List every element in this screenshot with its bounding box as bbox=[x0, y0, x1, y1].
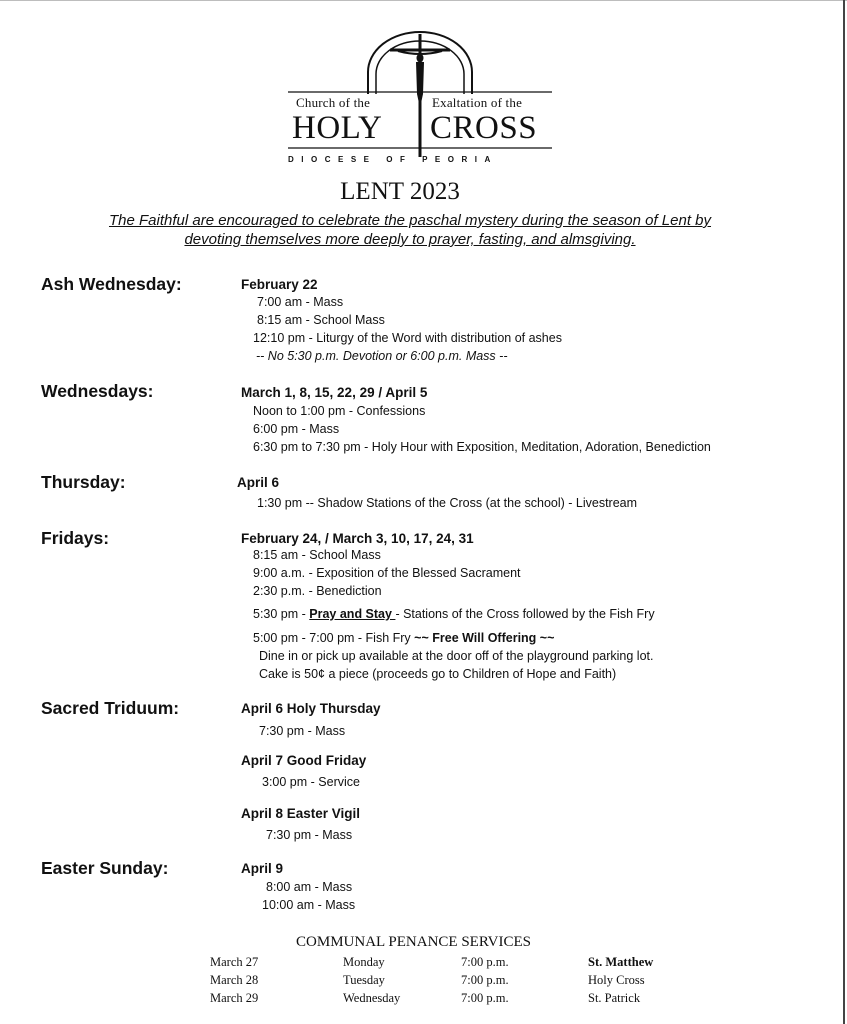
triduum-time-3: 7:30 pm - Mass bbox=[266, 828, 353, 842]
thu-line-1: 1:30 pm -- Shadow Stations of the Cross (at the school) - Livestream bbox=[257, 496, 638, 510]
heading-fridays: Fridays: bbox=[41, 528, 110, 548]
wed-line-2: 6:00 pm - Mass bbox=[253, 422, 340, 436]
triduum-time-2: 3:00 pm - Service bbox=[262, 775, 360, 789]
page-title: LENT 2023 bbox=[340, 178, 460, 205]
penance-row-2-date: March 28 bbox=[210, 973, 259, 987]
triduum-date-2: April 7 Good Friday bbox=[241, 753, 367, 768]
penance-row-1-time: 7:00 p.m. bbox=[461, 955, 509, 969]
ash-line-1: 7:00 am - Mass bbox=[257, 295, 344, 309]
intro-text: The Faithful are encouraged to celebrate the paschal mystery during the season of Lent by devoting themselves more deeply to prayer, fasting, and almsgiving. bbox=[108, 212, 712, 248]
free-will-offering: ~~ Free Will Offering ~~ bbox=[414, 631, 555, 645]
logo-name-right: CROSS bbox=[430, 110, 538, 146]
fri-date: February 24, / March 3, 10, 17, 24, 31 bbox=[241, 531, 474, 546]
fri-line-4-time: 5:30 pm - bbox=[253, 607, 310, 621]
fri-line-4-text: - Stations of the Cross followed by the Fish Fry bbox=[395, 607, 655, 621]
fri-line-5 bbox=[253, 631, 554, 645]
heading-sacred-triduum: Sacred Triduum: bbox=[41, 698, 180, 718]
wed-date: March 1, 8, 15, 22, 29 / April 5 bbox=[241, 385, 428, 400]
heading-easter-sunday: Easter Sunday: bbox=[41, 858, 169, 878]
heading-thursday: Thursday: bbox=[41, 472, 126, 492]
penance-row-3-time: 7:00 p.m. bbox=[461, 991, 509, 1005]
penance-row-2-parish: Holy Cross bbox=[588, 973, 645, 987]
penance-row-3-day: Wednesday bbox=[343, 991, 401, 1005]
easter-line-2: 10:00 am - Mass bbox=[262, 898, 356, 912]
penance-row-2-day: Tuesday bbox=[343, 973, 385, 987]
fri-line-3: 2:30 p.m. - Benediction bbox=[253, 584, 382, 598]
wed-line-1: Noon to 1:00 pm - Confessions bbox=[253, 404, 426, 418]
fri-line-1: 8:15 am - School Mass bbox=[253, 548, 381, 562]
penance-row-3-date: March 29 bbox=[210, 991, 259, 1005]
logo-diocese: DIOCESE OF PEORIA bbox=[288, 155, 498, 164]
easter-date: April 9 bbox=[241, 861, 284, 876]
fish-fry-text: 5:00 pm - 7:00 pm - Fish Fry bbox=[253, 631, 415, 645]
fri-line-6: Dine in or pick up available at the door off of the playground parking lot. bbox=[259, 649, 654, 663]
triduum-date-3: April 8 Easter Vigil bbox=[241, 806, 361, 821]
penance-title: COMMUNAL PENANCE SERVICES bbox=[296, 934, 531, 950]
ash-line-2: 8:15 am - School Mass bbox=[257, 313, 385, 327]
church-logo bbox=[280, 22, 560, 172]
wed-line-3: 6:30 pm to 7:30 pm - Holy Hour with Exposition, Meditation, Adoration, Benediction bbox=[253, 440, 711, 454]
heading-ash-wednesday: Ash Wednesday: bbox=[41, 274, 182, 294]
fri-line-4 bbox=[253, 607, 655, 621]
easter-line-1: 8:00 am - Mass bbox=[266, 880, 353, 894]
fri-line-2: 9:00 a.m. - Exposition of the Blessed Sacrament bbox=[253, 566, 521, 580]
logo-line1-right: Exaltation of the bbox=[432, 95, 523, 110]
thu-date: April 6 bbox=[237, 475, 280, 490]
penance-row-1-date: March 27 bbox=[210, 955, 259, 969]
ash-line-3: 12:10 pm - Liturgy of the Word with distribution of ashes bbox=[253, 331, 562, 345]
logo-name-left: HOLY bbox=[292, 110, 383, 146]
penance-row-1-parish: St. Matthew bbox=[588, 955, 654, 969]
ash-date: February 22 bbox=[241, 277, 318, 292]
fri-line-7: Cake is 50¢ a piece (proceeds go to Children of Hope and Faith) bbox=[259, 667, 617, 681]
heading-wednesdays: Wednesdays: bbox=[41, 381, 154, 401]
triduum-date-1: April 6 Holy Thursday bbox=[241, 701, 381, 716]
triduum-time-1: 7:30 pm - Mass bbox=[259, 724, 346, 738]
logo-line1-left: Church of the bbox=[296, 95, 371, 110]
page-top-border bbox=[0, 0, 847, 1]
page-right-border bbox=[843, 0, 845, 1024]
penance-row-3-parish: St. Patrick bbox=[588, 991, 641, 1005]
penance-row-1-day: Monday bbox=[343, 955, 385, 969]
penance-row-2-time: 7:00 p.m. bbox=[461, 973, 509, 987]
pray-and-stay-label: Pray and Stay bbox=[309, 607, 396, 621]
ash-line-4: -- No 5:30 p.m. Devotion or 6:00 p.m. Mass -- bbox=[256, 349, 508, 363]
